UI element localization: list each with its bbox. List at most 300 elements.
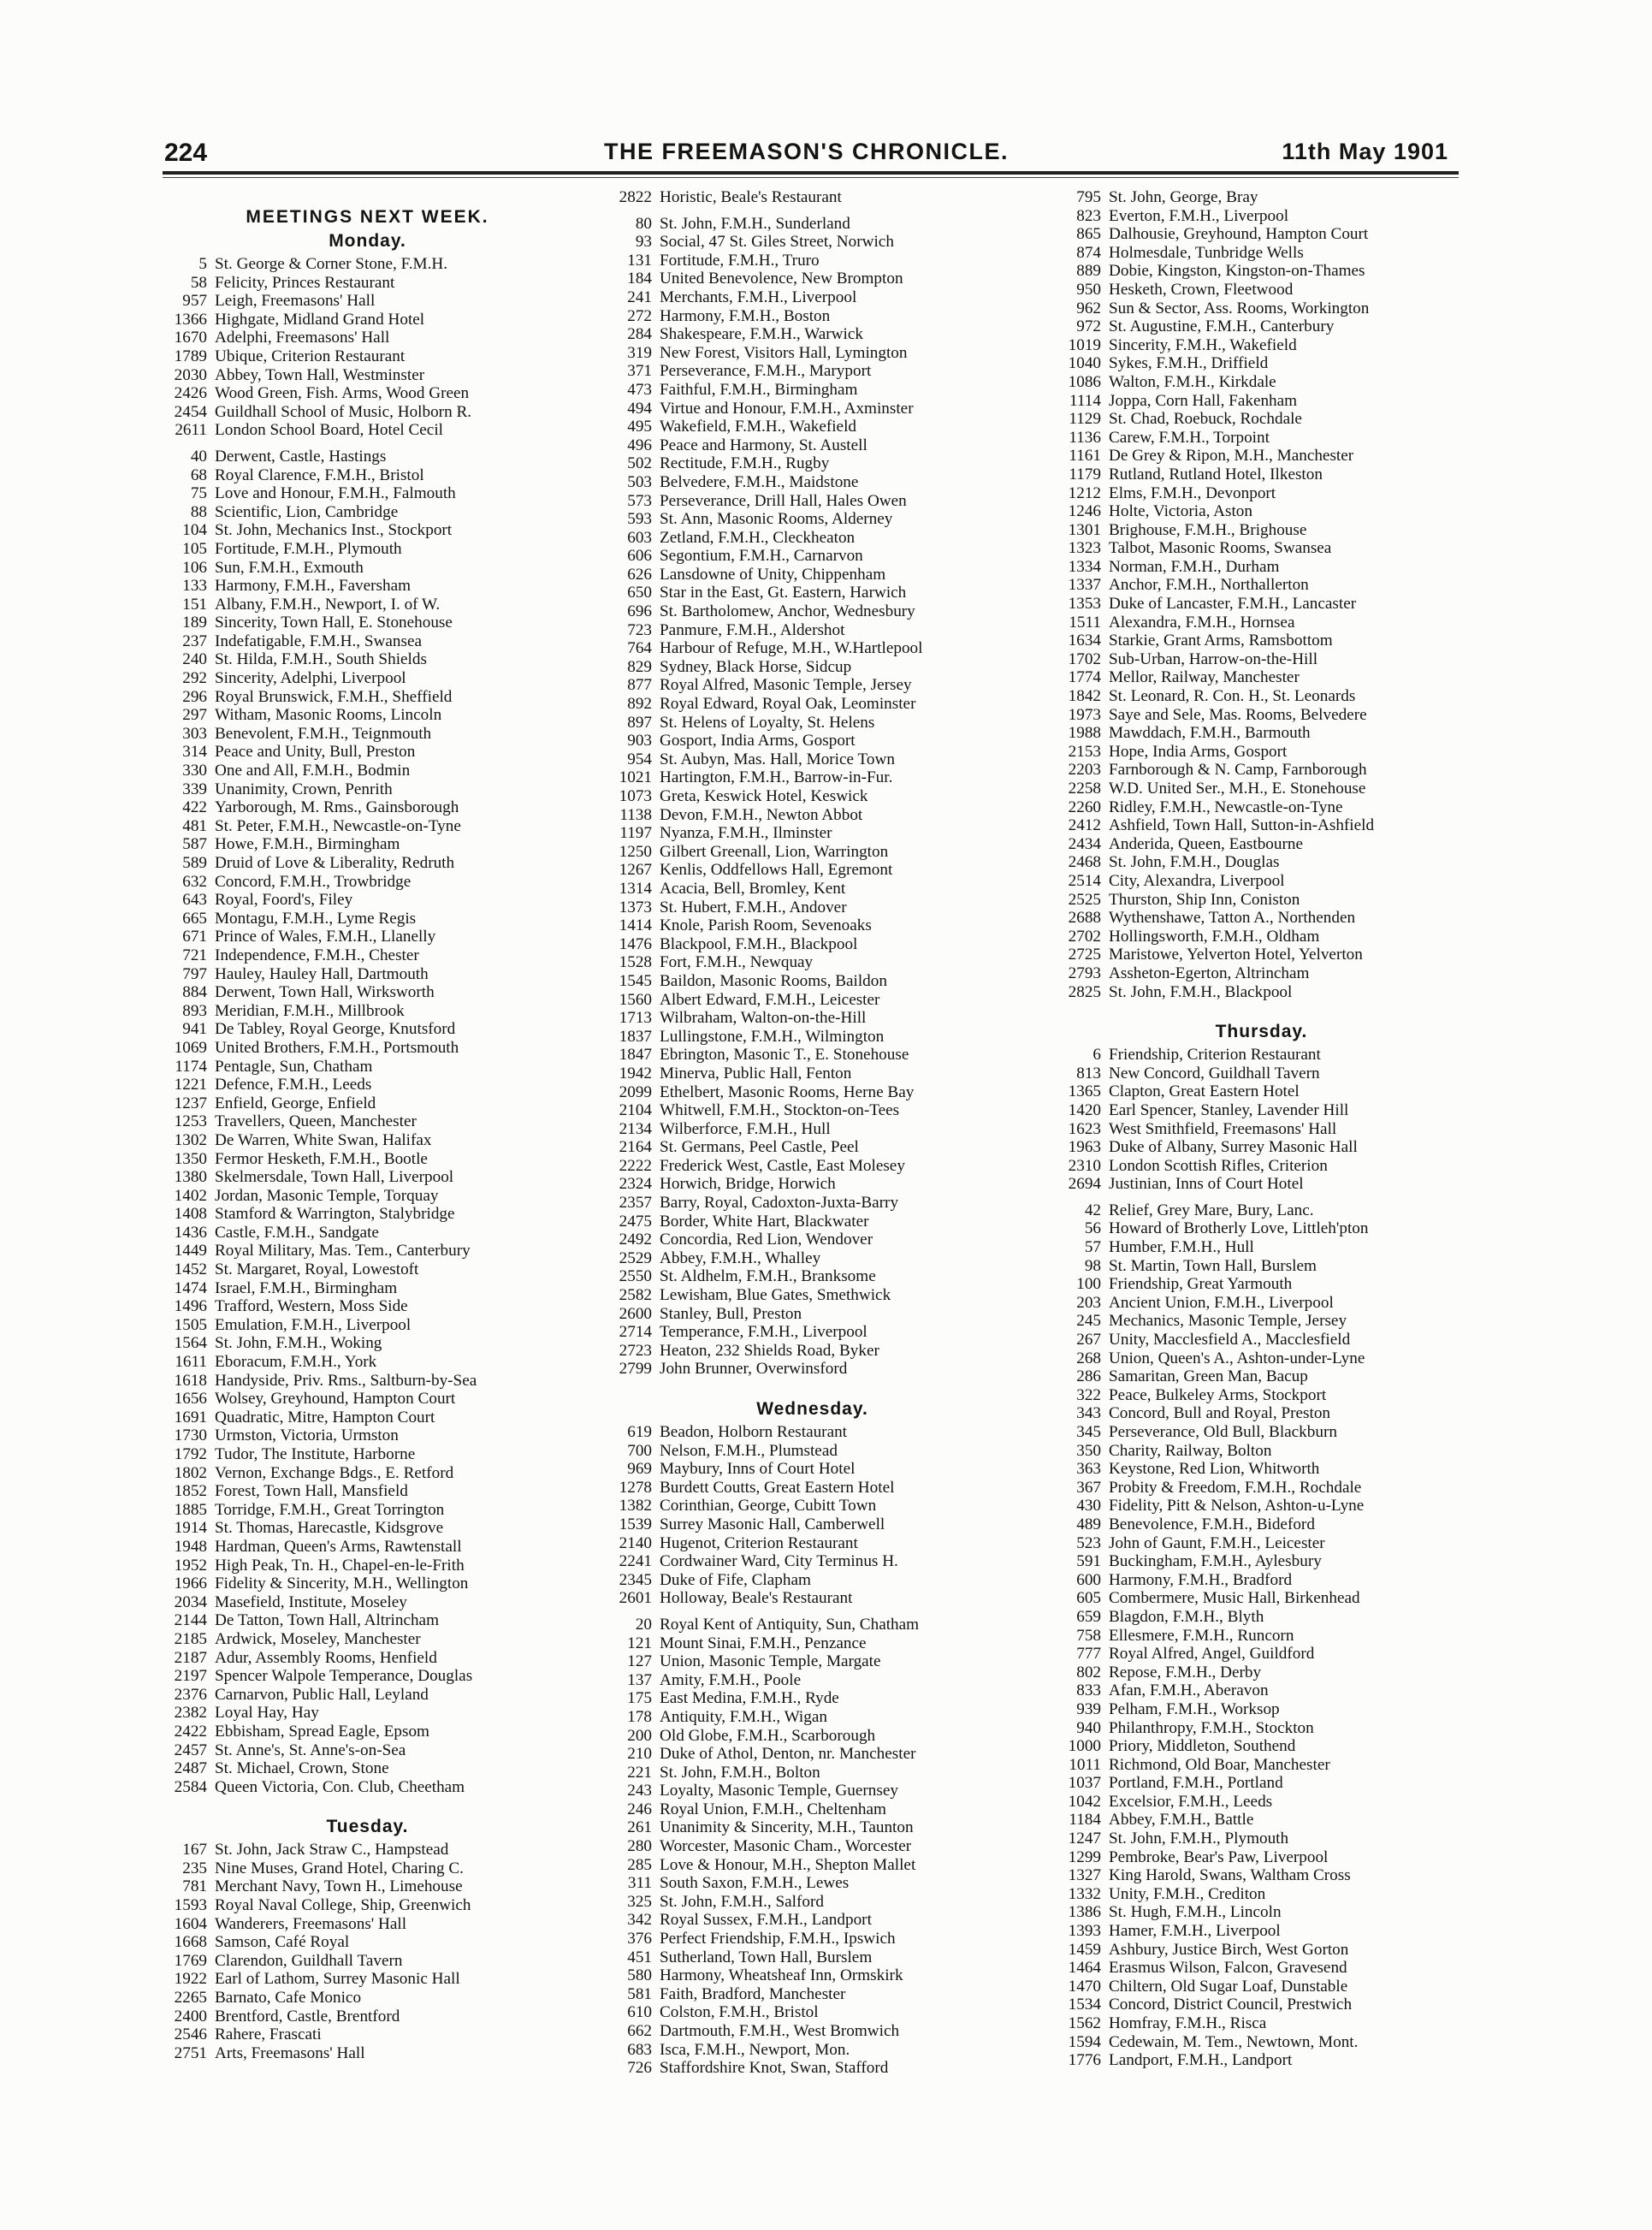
lodge-entry <box>601 991 1024 1010</box>
lodge-entry <box>156 1464 579 1483</box>
lodge-name-venue: Beadon, Holborn Restaurant <box>660 1423 848 1441</box>
lodge-name-venue: Harmony, F.M.H., Faversham <box>215 577 412 596</box>
lodge-entry <box>601 1286 1024 1305</box>
lodge-number: 2546 <box>174 2025 207 2044</box>
lodge-name-venue: Sincerity, Adelphi, Liverpool <box>215 669 406 688</box>
lodge-number: 1086 <box>1068 372 1101 391</box>
lodge-name-venue: Israel, F.M.H., Birmingham <box>215 1278 398 1297</box>
lodge-number: 1314 <box>619 879 652 898</box>
lodge-name-venue: Emulation, F.M.H., Liverpool <box>215 1315 412 1334</box>
lodge-number: 1197 <box>619 824 652 843</box>
lodge-entry <box>1050 1811 1473 1830</box>
page-header <box>154 139 1459 169</box>
lodge-name-venue: Temperance, F.M.H., Liverpool <box>660 1323 867 1342</box>
lodge-name-venue: St. Aubyn, Mas. Hall, Morice Town <box>660 750 895 768</box>
lodge-number: 605 <box>1076 1589 1101 1608</box>
lodge-number: 1436 <box>174 1223 207 1242</box>
lodge-number: 1337 <box>1068 576 1101 595</box>
lodge-name-venue: Fidelity & Sincerity, M.H., Wellington <box>215 1575 469 1593</box>
lodge-entry <box>601 270 1024 288</box>
lodge-name-venue: Surrey Masonic Hall, Camberwell <box>660 1515 885 1533</box>
lodge-name-venue: St. Michael, Crown, Stone <box>215 1759 389 1778</box>
lodge-name-venue: Clapton, Great Eastern Hotel <box>1109 1082 1300 1101</box>
lodge-entry <box>156 1538 579 1557</box>
lodge-number: 1634 <box>1068 632 1101 650</box>
lodge-entry <box>156 1334 579 1353</box>
lodge-entry <box>156 329 579 347</box>
lodge-number: 1885 <box>174 1500 207 1519</box>
day-heading: Tuesday. <box>326 1817 409 1837</box>
lodge-name-venue: Sykes, F.M.H., Driffield <box>1109 354 1269 373</box>
lodge-number: 1973 <box>1068 705 1101 724</box>
lodge-number: 2825 <box>1068 982 1101 1001</box>
lodge-entry <box>156 1877 579 1896</box>
lodge-name-venue: Frederick West, Castle, East Molesey <box>660 1156 905 1175</box>
lodge-entry <box>156 466 579 485</box>
lodge-number: 2487 <box>174 1759 207 1778</box>
lodge-name-venue: Leigh, Freemasons' Hall <box>215 292 376 311</box>
lodge-name-venue: Independence, F.M.H., Chester <box>215 946 419 964</box>
lodge-entry <box>1050 392 1473 411</box>
lodge-entry <box>156 1390 579 1409</box>
lodge-entry <box>1050 1866 1473 1885</box>
lodge-number: 1069 <box>174 1038 207 1057</box>
lodge-name-venue: Howe, F.M.H., Birmingham <box>215 835 400 854</box>
lodge-name-venue: Travellers, Queen, Manchester <box>215 1112 417 1131</box>
lodge-name-venue: Erasmus Wilson, Falcon, Gravesend <box>1109 1959 1347 1978</box>
lodge-entry <box>601 750 1024 769</box>
lodge-entry <box>156 1841 579 1859</box>
lodge-entry <box>156 484 579 503</box>
lodge-number: 884 <box>182 983 207 1002</box>
lodge-name-venue: Duke of Fife, Clapham <box>660 1570 811 1589</box>
lodge-name-venue: Dobie, Kingston, Kingston-on-Thames <box>1109 262 1365 281</box>
lodge-name-venue: Norman, F.M.H., Durham <box>1109 557 1280 576</box>
lodge-entry <box>156 1704 579 1723</box>
lodge-name-venue: Druid of Love & Liberality, Redruth <box>215 854 455 872</box>
lodge-number: 2525 <box>1068 890 1101 909</box>
lodge-name-venue: Cedewain, M. Tem., Newtown, Mont. <box>1109 2032 1359 2051</box>
lodge-number: 430 <box>1076 1497 1101 1515</box>
lodge-entry <box>156 1039 579 1058</box>
lodge-name-venue: Benevolent, F.M.H., Teignmouth <box>215 724 432 743</box>
lodge-entry <box>601 621 1024 640</box>
lodge-entry <box>156 1859 579 1878</box>
lodge-number: 1327 <box>1068 1866 1101 1885</box>
lodge-entry <box>601 1479 1024 1498</box>
lodge-entry <box>156 1482 579 1501</box>
lodge-name-venue: Witham, Masonic Rooms, Lincoln <box>215 706 442 725</box>
lodge-name-venue: Priory, Middleton, Southend <box>1109 1737 1296 1756</box>
lodge-number: 1511 <box>1069 613 1101 632</box>
lodge-entry <box>601 1571 1024 1590</box>
lodge-name-venue: Perseverance, Old Bull, Blackburn <box>1109 1423 1337 1441</box>
lodge-entry <box>1050 1645 1473 1664</box>
lodge-name-venue: Samaritan, Green Man, Bacup <box>1109 1367 1308 1386</box>
lodge-name-venue: Whitwell, F.M.H., Stockton-on-Tees <box>660 1101 900 1120</box>
lodge-entry <box>1050 1830 1473 1848</box>
lodge-number: 1353 <box>1068 595 1101 614</box>
lodge-entry <box>156 421 579 440</box>
lodge-number: 5 <box>198 255 207 273</box>
lodge-name-venue: St. Hubert, F.M.H., Andover <box>660 898 847 916</box>
lodge-entry <box>1050 2014 1473 2033</box>
lodge-entry <box>1050 946 1473 964</box>
lodge-entry <box>156 983 579 1002</box>
lodge-entry <box>1050 300 1473 318</box>
lodge-name-venue: Humber, F.M.H., Hull <box>1109 1238 1254 1257</box>
lodge-name-venue: St. Augustine, F.M.H., Canterbury <box>1109 317 1335 336</box>
day-section <box>156 229 579 1796</box>
lodge-number: 1505 <box>174 1315 207 1334</box>
lodge-entry <box>601 861 1024 880</box>
lodge-entry <box>156 1076 579 1094</box>
lodge-name-venue: Portland, F.M.H., Portland <box>1109 1774 1283 1793</box>
lodge-number: 2144 <box>174 1611 207 1630</box>
lodge-entry <box>1050 502 1473 521</box>
lodge-entry <box>156 965 579 984</box>
lodge-name-venue: Stamford & Warrington, Stalybridge <box>215 1205 455 1224</box>
lodge-entry <box>156 1112 579 1131</box>
lodge-name-venue: Harmony, F.M.H., Boston <box>660 306 831 325</box>
lodge-entry <box>601 676 1024 695</box>
lodge-name-venue: Carnarvon, Public Hall, Leyland <box>215 1685 429 1704</box>
lodge-entry <box>601 188 1024 207</box>
lodge-number: 606 <box>627 547 652 566</box>
lodge-entry <box>601 1589 1024 1608</box>
lodge-list <box>1050 1046 1473 2070</box>
lodge-entry <box>156 1630 579 1649</box>
lodge-number: 2514 <box>1068 871 1101 890</box>
lodge-name-venue: London School Board, Hotel Cecil <box>215 421 443 440</box>
lodge-number: 1129 <box>1069 410 1101 429</box>
lodge-name-venue: Duke of Albany, Surrey Masonic Hall <box>1109 1138 1358 1157</box>
lodge-name-venue: Anchor, F.M.H., Northallerton <box>1109 576 1309 595</box>
lodge-entry <box>601 1764 1024 1782</box>
lodge-entry <box>1050 1294 1473 1313</box>
lodge-number: 1179 <box>1069 465 1101 483</box>
lodge-entry <box>156 798 579 817</box>
lodge-name-venue: Friendship, Criterion Restaurant <box>1109 1046 1321 1065</box>
lodge-entry <box>1050 1442 1473 1461</box>
lodge-entry <box>601 1460 1024 1479</box>
lodge-name-venue: Holloway, Beale's Restaurant <box>660 1589 853 1608</box>
lodge-number: 68 <box>190 466 207 484</box>
lodge-entry <box>601 1423 1024 1442</box>
lodge-number: 2140 <box>619 1533 652 1552</box>
lodge-entry <box>601 1360 1024 1379</box>
column-3 <box>1050 187 1473 2070</box>
lodge-name-venue: Loyalty, Masonic Temple, Guernsey <box>660 1782 898 1800</box>
lodge-number: 1459 <box>1068 1940 1101 1959</box>
lodge-entry <box>1050 1719 1473 1738</box>
lodge-name-venue: Hugenot, Criterion Restaurant <box>660 1533 858 1552</box>
lodge-entry <box>601 1342 1024 1361</box>
lodge-entry <box>601 1515 1024 1534</box>
lodge-entry <box>601 400 1024 418</box>
lodge-entry <box>601 510 1024 529</box>
lodge-number: 330 <box>182 762 207 780</box>
lodge-entry <box>601 1874 1024 1893</box>
lodge-entry <box>156 1020 579 1039</box>
lodge-name-venue: Harmony, F.M.H., Bradford <box>1109 1570 1293 1589</box>
lodge-list <box>156 1841 579 2062</box>
lodge-number: 1691 <box>174 1408 207 1426</box>
lodge-number: 591 <box>1076 1552 1101 1571</box>
lodge-name-venue: Richmond, Old Boar, Manchester <box>1109 1755 1330 1774</box>
lodge-number: 1267 <box>619 861 652 880</box>
lodge-name-venue: Social, 47 St. Giles Street, Norwich <box>660 233 894 252</box>
lodge-name-venue: Harmony, Wheatsheaf Inn, Ormskirk <box>660 1966 903 1985</box>
lodge-name-venue: Unanimity, Crown, Penrith <box>215 780 393 798</box>
lodge-name-venue: Blagdon, F.M.H., Blyth <box>1109 1607 1264 1626</box>
lodge-entry <box>1050 835 1473 854</box>
lodge-entry <box>601 1497 1024 1515</box>
lodge-name-venue: Worcester, Masonic Cham., Worcester <box>660 1837 912 1856</box>
lodge-entry <box>1050 668 1473 687</box>
lodge-entry <box>1050 872 1473 891</box>
lodge-name-venue: Montagu, F.M.H., Lyme Regis <box>215 909 417 928</box>
lodge-name-venue: Talbot, Masonic Rooms, Swansea <box>1109 539 1332 558</box>
lodge-number: 2600 <box>619 1304 652 1323</box>
lodge-entry <box>1050 1120 1473 1139</box>
lodge-name-venue: Clarendon, Guildhall Tavern <box>215 1951 403 1970</box>
lodge-number: 696 <box>627 602 652 621</box>
lodge-number: 969 <box>627 1460 652 1479</box>
lodge-entry <box>1050 891 1473 910</box>
lodge-name-venue: Burdett Coutts, Great Eastern Hotel <box>660 1478 895 1497</box>
lodge-name-venue: Hardman, Queen's Arms, Rawtenstall <box>215 1537 462 1556</box>
lodge-entry <box>601 1065 1024 1083</box>
lodge-name-venue: Indefatigable, F.M.H., Swansea <box>215 632 422 650</box>
lodge-name-venue: Repose, F.M.H., Derby <box>1109 1663 1262 1681</box>
lodge-name-venue: Royal Alfred, Angel, Guildford <box>1109 1645 1315 1664</box>
lodge-number: 1250 <box>619 842 652 861</box>
lodge-name-venue: Gilbert Greenall, Lion, Warrington <box>660 842 889 861</box>
lodge-name-venue: Thurston, Ship Inn, Coniston <box>1109 890 1300 909</box>
lodge-name-venue: Royal Sussex, F.M.H., Landport <box>660 1911 872 1930</box>
lodge-entry <box>1050 1885 1473 1904</box>
lodge-number: 2422 <box>174 1722 207 1741</box>
lodge-number: 2529 <box>619 1248 652 1267</box>
lodge-number: 1611 <box>175 1353 207 1372</box>
lodge-number: 972 <box>1076 317 1101 336</box>
lodge-name-venue: Shakespeare, F.M.H., Warwick <box>660 325 863 344</box>
lodge-entry <box>601 362 1024 381</box>
lodge-name-venue: Wythenshawe, Tatton A., Northenden <box>1109 909 1356 928</box>
day-section <box>1050 188 1473 1001</box>
lodge-number: 1922 <box>174 1970 207 1989</box>
lodge-name-venue: Peace, Bulkeley Arms, Stockport <box>1109 1385 1327 1404</box>
lodge-entry <box>601 1534 1024 1553</box>
lodge-name-venue: Wood Green, Fish. Arms, Wood Green <box>215 384 470 403</box>
lodge-number: 56 <box>1084 1219 1101 1238</box>
lodge-name-venue: Derwent, Town Hall, Wirksworth <box>215 983 435 1002</box>
lodge-number: 603 <box>627 528 652 547</box>
lodge-entry <box>601 1194 1024 1213</box>
lodge-entry <box>601 1948 1024 1967</box>
lodge-number: 2468 <box>1068 853 1101 872</box>
lodge-name-venue: Concord, District Council, Prestwich <box>1109 1996 1353 2014</box>
lodge-entry <box>1050 188 1473 207</box>
lodge-name-venue: Sincerity, F.M.H., Wakefield <box>1109 335 1297 354</box>
lodge-entry <box>1050 354 1473 373</box>
lodge-number: 1042 <box>1068 1792 1101 1811</box>
lodge-number: 2382 <box>174 1704 207 1723</box>
lodge-number: 2611 <box>175 421 207 440</box>
lodge-name-venue: Fidelity, Pitt & Nelson, Ashton-u-Lyne <box>1109 1497 1365 1515</box>
issue-date: 11th May 1901 <box>1282 139 1448 164</box>
lodge-entry <box>1050 1552 1473 1571</box>
lodge-number: 2345 <box>619 1570 652 1589</box>
lodge-name-venue: St. Aldhelm, F.M.H., Branksome <box>660 1267 876 1286</box>
lodge-number: 261 <box>627 1818 652 1837</box>
lodge-entry <box>601 953 1024 972</box>
lodge-name-venue: St. Hilda, F.M.H., South Shields <box>215 650 427 669</box>
lodge-entry <box>156 1131 579 1150</box>
day-heading: Thursday. <box>1215 1022 1308 1042</box>
lodge-entry <box>1050 1793 1473 1812</box>
lodge-entry <box>156 274 579 293</box>
lodge-list <box>156 255 579 1796</box>
lodge-name-venue: Landport, F.M.H., Landport <box>1109 2051 1293 2070</box>
lodge-name-venue: Chiltern, Old Sugar Loaf, Dunstable <box>1109 1977 1348 1996</box>
lodge-entry <box>1050 798 1473 817</box>
lodge-number: 1470 <box>1068 1977 1101 1996</box>
lodge-name-venue: Ridley, F.M.H., Newcastle-on-Tyne <box>1109 798 1343 816</box>
lodge-number: 237 <box>182 632 207 650</box>
lodge-name-venue: St. John, F.M.H., Bolton <box>660 1763 820 1782</box>
lodge-name-venue: United Benevolence, New Brompton <box>660 270 903 288</box>
lodge-name-venue: Segontium, F.M.H., Carnarvon <box>660 547 863 566</box>
lodge-name-venue: Relief, Grey Mare, Bury, Lanc. <box>1109 1201 1314 1219</box>
lodge-entry <box>1050 1959 1473 1978</box>
lodge-entry <box>156 366 579 385</box>
lodge-name-venue: Horwich, Bridge, Horwich <box>660 1175 836 1194</box>
lodge-name-venue: Staffordshire Knot, Swan, Stafford <box>660 2059 889 2078</box>
lodge-name-venue: St. John, Jack Straw C., Hampstead <box>215 1841 449 1859</box>
lodge-entry <box>156 743 579 762</box>
lodge-name-venue: Albert Edward, F.M.H., Leicester <box>660 990 880 1009</box>
lodge-name-venue: Assheton-Egerton, Altrincham <box>1109 964 1310 982</box>
lodge-entry <box>156 946 579 965</box>
lodge-number: 1802 <box>174 1463 207 1482</box>
lodge-name-venue: Royal Kent of Antiquity, Sun, Chatham <box>660 1615 920 1634</box>
lodge-number: 833 <box>1076 1681 1101 1700</box>
lodge-number: 2434 <box>1068 834 1101 853</box>
lodge-entry <box>601 1893 1024 1912</box>
lodge-name-venue: Barnato, Cafe Monico <box>215 1989 362 2008</box>
lodge-name-venue: Zetland, F.M.H., Cleckheaton <box>660 528 856 547</box>
lodge-name-venue: Concordia, Red Lion, Wendover <box>660 1231 873 1249</box>
lodge-number: 473 <box>627 380 652 399</box>
lodge-name-venue: Excelsior, F.M.H., Leeds <box>1109 1792 1273 1811</box>
lodge-name-venue: Philanthropy, F.M.H., Stockton <box>1109 1718 1314 1737</box>
lodge-number: 829 <box>627 657 652 676</box>
lodge-name-venue: Border, White Hart, Blackwater <box>660 1212 869 1231</box>
lodge-entry <box>601 935 1024 954</box>
lodge-number: 1528 <box>619 953 652 972</box>
lodge-entry <box>1050 336 1473 355</box>
lodge-entry <box>1050 1175 1473 1194</box>
lodge-name-venue: Mellor, Railway, Manchester <box>1109 668 1300 687</box>
lodge-entry <box>1050 1349 1473 1368</box>
lodge-name-venue: Lewisham, Blue Gates, Smethwick <box>660 1286 891 1305</box>
lodge-number: 1789 <box>174 347 207 365</box>
lodge-entry <box>156 559 579 578</box>
lodge-name-venue: Spencer Walpole Temperance, Douglas <box>215 1667 473 1686</box>
lodge-number: 267 <box>1076 1331 1101 1349</box>
lodge-name-venue: Hesketh, Crown, Fleetwood <box>1109 280 1294 299</box>
lodge-name-venue: Joppa, Corn Hall, Fakenham <box>1109 391 1298 410</box>
lodge-name-venue: Royal Brunswick, F.M.H., Sheffield <box>215 687 453 706</box>
lodge-entry <box>1050 1157 1473 1176</box>
lodge-entry <box>1050 539 1473 558</box>
lodge-entry <box>1050 1331 1473 1349</box>
lodge-number: 1476 <box>619 934 652 953</box>
lodge-name-venue: Pentagle, Sun, Chatham <box>215 1057 373 1076</box>
lodge-number: 1842 <box>1068 687 1101 706</box>
lodge-number: 1302 <box>174 1130 207 1149</box>
lodge-entry <box>156 1002 579 1021</box>
lodge-number: 1402 <box>174 1186 207 1205</box>
lodge-number: 189 <box>182 614 207 632</box>
lodge-number: 1386 <box>1068 1903 1101 1922</box>
lodge-name-venue: Love & Honour, M.H., Shepton Mallet <box>660 1855 916 1874</box>
lodge-entry <box>156 1187 579 1206</box>
lodge-name-venue: St. Martin, Town Hall, Burslem <box>1109 1256 1317 1275</box>
lodge-list <box>601 188 1024 1379</box>
lodge-name-venue: Skelmersdale, Town Hall, Liverpool <box>215 1168 454 1187</box>
lodge-number: 659 <box>1076 1607 1101 1626</box>
lodge-entry <box>1050 687 1473 706</box>
lodge-number: 2694 <box>1068 1175 1101 1194</box>
lodge-name-venue: Charity, Railway, Bolton <box>1109 1441 1272 1460</box>
lodge-name-venue: Corinthian, George, Cubitt Town <box>660 1497 877 1515</box>
lodge-name-venue: Ethelbert, Masonic Rooms, Herne Bay <box>660 1082 915 1101</box>
lodge-number: 2492 <box>619 1231 652 1249</box>
lodge-entry <box>1050 1275 1473 1294</box>
lodge-name-venue: Virtue and Honour, F.M.H., Axminster <box>660 399 914 418</box>
lodge-name-venue: Royal Alfred, Masonic Temple, Jersey <box>660 676 912 695</box>
lodge-entry <box>1050 1608 1473 1627</box>
lodge-number: 2310 <box>1068 1156 1101 1175</box>
lodge-name-venue: One and All, F.M.H., Bodmin <box>215 762 411 780</box>
lodge-number: 133 <box>182 577 207 596</box>
lodge-number: 104 <box>182 521 207 540</box>
lodge-name-venue: Sutherland, Town Hall, Burslem <box>660 1948 873 1966</box>
lodge-entry <box>1050 1774 1473 1793</box>
lodge-number: 632 <box>182 872 207 891</box>
lodge-entry <box>156 1445 579 1464</box>
lodge-number: 286 <box>1076 1367 1101 1386</box>
lodge-number: 781 <box>182 1877 207 1896</box>
lodge-entry <box>156 688 579 707</box>
lodge-number: 1792 <box>174 1445 207 1463</box>
lodge-entry <box>601 1120 1024 1139</box>
lodge-name-venue: Love and Honour, F.M.H., Falmouth <box>215 484 456 503</box>
lodge-entry <box>1050 964 1473 983</box>
lodge-name-venue: Saye and Sele, Mas. Rooms, Belvedere <box>1109 705 1367 724</box>
lodge-name-venue: Merchant Navy, Town H., Limehouse <box>215 1877 463 1896</box>
lodge-name-venue: Hamer, F.M.H., Liverpool <box>1109 1922 1281 1941</box>
lodge-name-venue: Horistic, Beale's Restaurant <box>660 188 842 206</box>
lodge-name-venue: Union, Masonic Temple, Margate <box>660 1652 881 1671</box>
lodge-entry <box>156 1989 579 2008</box>
lodge-name-venue: Greta, Keswick Hotel, Keswick <box>660 787 868 805</box>
lodge-name-venue: St. John, George, Bray <box>1109 188 1258 206</box>
lodge-name-venue: Alexandra, F.M.H., Hornsea <box>1109 613 1295 632</box>
